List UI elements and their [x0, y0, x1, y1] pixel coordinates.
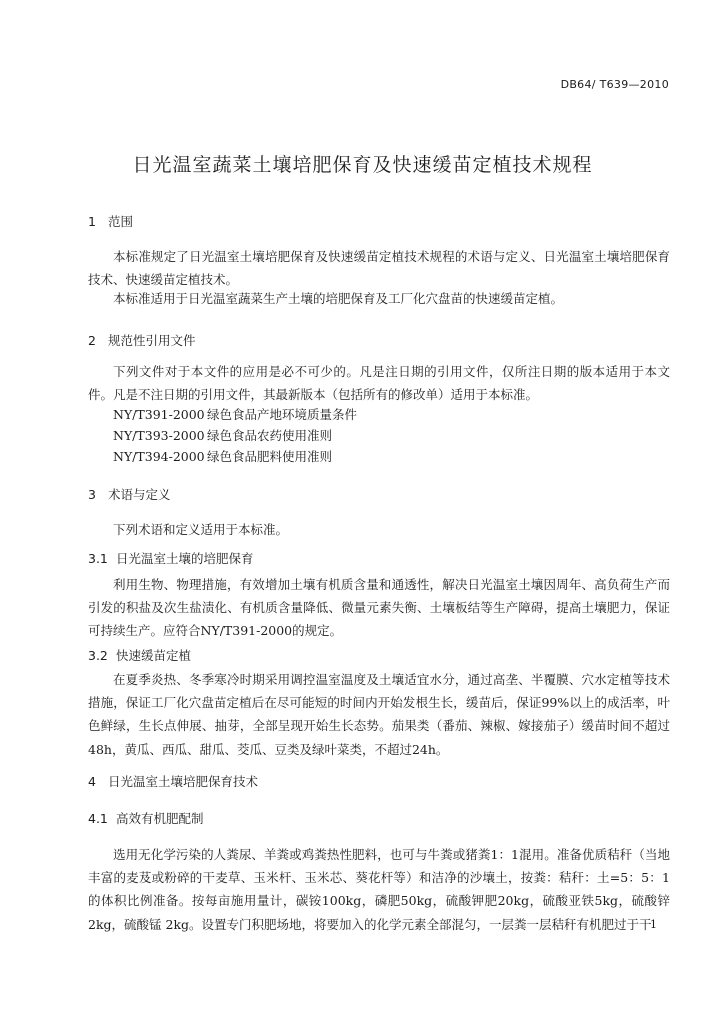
section-3-2-text: 在夏季炎热、冬季寒冷时期采用调控温室温度及土壤适宜水分，通过高垄、半覆膜、穴水定植等技术措施，保证工厂化穴盘苗定植后在尽可能短的时间内开始发根生长，缓苗后，保证99%以上的成活率，叶色鲜绿，生长点伸展、抽芽，全部呈现开始生长态势。茄果类（番茄、辣椒、嫁接茄子）缓苗时间不超过48h，黄瓜、西瓜、甜瓜、茭瓜、豆类及绿叶菜类，不超过24h。 — [88, 672, 670, 757]
section-1-paragraph-1: 本标准规定了日光温室土壤培肥保育及快速缓苗定植技术规程的术语与定义、日光温室土壤培肥保育技术、快速缓苗定植技术。 — [88, 249, 670, 288]
section-number: 2 — [88, 333, 96, 348]
section-4-1-heading — [88, 809, 204, 827]
section-3-intro: 下列术语和定义适用于本标准。 — [113, 522, 289, 537]
section-title: 规范性引用文件 — [108, 333, 196, 348]
section-3-2-heading — [88, 646, 191, 664]
reference-name: 绿色食品农药使用准则 — [207, 428, 333, 443]
document-title: 日光温室蔬菜土壤培肥保育及快速缓苗定植技术规程 — [132, 154, 593, 176]
section-3-1-text: 利用生物、物理措施，有效增加土壤有机质含量和通透性，解决日光温室土壤因周年、高负荷生产而引发的积盐及次生盐渍化、有机质含量降低、微量元素失衡、土壤板结等生产障碍，提高土壤肥力，保证可持续生产。应符合NY/T391-2000的规定。 — [88, 577, 670, 639]
section-title: 快速缓苗定植 — [116, 648, 192, 663]
reference-name: 绿色食品产地环境质量条件 — [207, 407, 358, 422]
reference-code: NY/T393-2000 — [113, 428, 205, 443]
section-title: 日光温室土壤的培肥保育 — [116, 551, 254, 566]
section-number: 4 — [88, 774, 96, 789]
standard-code: DB64/ T639—2010 — [560, 78, 669, 91]
section-4-1-text: 选用无化学污染的人粪尿、羊粪或鸡粪热性肥料，也可与牛粪或猪粪1：1混用。准备优质秸秆（当地丰富的麦芨或粉碎的干麦草、玉米杆、玉米芯、葵花杆等）和洁净的沙壤土，按粪：秸秆：土=5：5：1的体积比例准备。按每亩施用量计，碳铵100kg，磷肥50kg，硫酸钾肥20kg，硫酸亚铁5kg，硫酸锌2kg，硫酸锰 2kg。设置专门积肥场地，将要加入的化学元素全部混匀，一层粪一层秸秆有机肥过于干 — [88, 847, 670, 932]
section-number: 3 — [88, 487, 96, 502]
section-2-intro: 下列文件对于本文件的应用是必不可少的。凡是注日期的引用文件，仅所注日期的版本适用于本文件。凡是不注日期的引用文件，其最新版本（包括所有的修改单）适用于本标准。 — [88, 364, 670, 403]
section-4-heading — [88, 772, 258, 790]
reference-name: 绿色食品肥料使用准则 — [207, 449, 333, 464]
section-title: 术语与定义 — [108, 487, 171, 502]
section-number: 3.2 — [88, 648, 108, 663]
reference-code: NY/T391-2000 — [113, 407, 205, 422]
section-title: 高效有机肥配制 — [116, 811, 204, 826]
section-3-1-heading — [88, 549, 254, 567]
reference-item — [113, 426, 332, 444]
section-number: 4.1 — [88, 811, 108, 826]
section-number: 3.1 — [88, 551, 108, 566]
section-3-heading — [88, 485, 171, 503]
section-1-paragraph-2: 本标准适用于日光温室蔬菜生产土壤的培肥保育及工厂化穴盘苗的快速缓苗定植。 — [113, 291, 564, 306]
page-number: 1 — [650, 918, 657, 931]
section-title: 日光温室土壤培肥保育技术 — [108, 774, 259, 789]
reference-code: NY/T394-2000 — [113, 449, 205, 464]
section-2-heading — [88, 331, 196, 349]
section-title: 范围 — [108, 214, 134, 229]
reference-item — [113, 447, 332, 465]
section-1-heading — [88, 212, 133, 230]
reference-item — [113, 405, 357, 423]
section-number: 1 — [88, 214, 96, 229]
